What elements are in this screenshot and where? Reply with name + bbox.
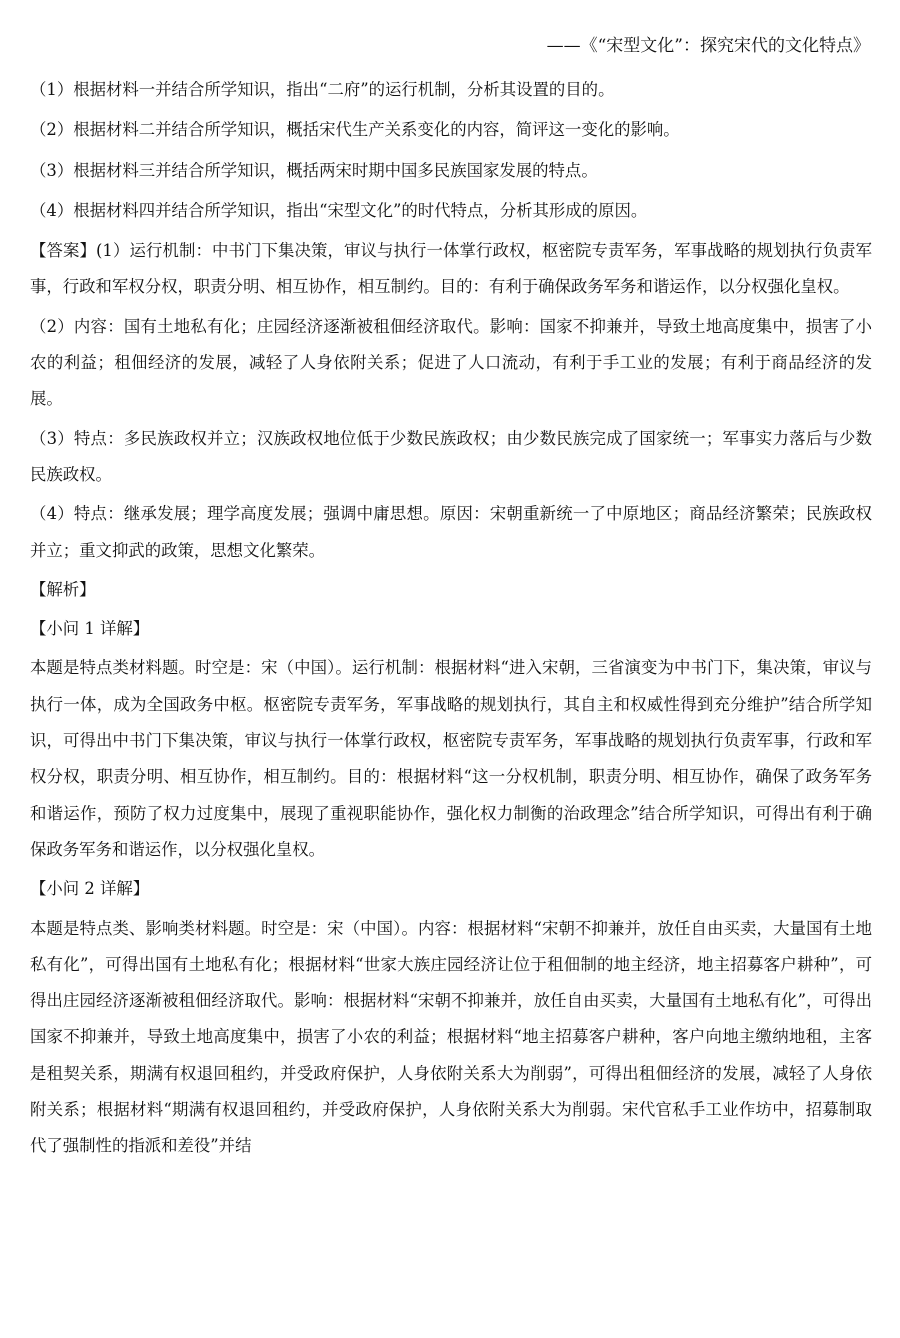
question-3: （3）根据材料三并结合所学知识，概括两宋时期中国多民族国家发展的特点。 [30,160,598,180]
sub-question-2-explanation: 本题是特点类、影响类材料题。时空是：宋（中国）。内容：根据材料“宋朝不抑兼并，放任自由买卖，大量国有土地私有化”，可得出国有土地私有化；根据材料“世家大族庄园经济让位于租佃制的地主经济，地主招募客户耕种”，可得出庄园经济逐渐被租佃经济取代。影响：根据材料“宋朝不抑兼并，放任自由买卖，大量国有土地私有化”，可得出国家不抑兼并，导致土地高度集中，损害了小农的利益；根据材料“地主招募客户耕种，客户向地主缴纳地租，主客是租契关系，期满有权退回租约，并受政府保护，人身依附关系大为削弱”，可得出租佃经济的发展，减轻了人身依附关系；根据材料“期满有权退回租约，并受政府保护，人身依附关系大为削弱。宋代官私手工业作坊中，招募制取代了强制性的指派和差役”并结 [30,918,872,1156]
answer-2: （2）内容：国有土地私有化；庄园经济逐渐被租佃经济取代。影响：国家不抑兼并，导致土地高度集中，损害了小农的利益；租佃经济的发展，减轻了人身依附关系；促进了人口流动，有利于手工业的发展；有利于商品经济的发展。 [30,316,872,409]
answer-3: （3）特点：多民族政权并立；汉族政权地位低于少数民族政权；由少数民族完成了国家统一；军事实力落后与少数民族政权。 [30,428,872,484]
material-source-citation: ——《“宋型文化”：探究宋代的文化特点》 [546,36,870,56]
question-2: （2）根据材料二并结合所学知识，概括宋代生产关系变化的内容，简评这一变化的影响。 [30,120,680,140]
document-body [30,72,872,1168]
analysis-heading: 【解析】 [30,579,96,599]
answer-4: （4）特点：继承发展；理学高度发展；强调中庸思想。原因：宋朝重新统一了中原地区；商品经济繁荣；民族政权并立；重文抑武的政策，思想文化繁荣。 [30,504,872,560]
question-4: （4）根据材料四并结合所学知识，指出“宋型文化”的时代特点，分析其形成的原因。 [30,200,648,220]
sub-question-1-explanation: 本题是特点类材料题。时空是：宋（中国）。运行机制：根据材料“进入宋朝，三省演变为中书门下，集决策，审议与执行一体，成为全国政务中枢。枢密院专责军务，军事战略的规划执行，其自主和权威性得到充分维护”结合所学知识，可得出中书门下集决策，审议与执行一体掌行政权，枢密院专责军务，军事战略的规划执行负责军事，行政和军权分权，职责分明、相互协作，相互制约。目的：根据材料“这一分权机制，职责分明、相互协作，确保了政务军务和谐运作，预防了权力过度集中，展现了重视职能协作，强化权力制衡的治政理念”结合所学知识，可得出有利于确保政务军务和谐运作，以分权强化皇权。 [30,658,872,859]
answer-1: 【答案】(1）运行机制：中书门下集决策，审议与执行一体掌行政权，枢密院专责军务，军事战略的规划执行负责军事，行政和军权分权，职责分明、相互协作，相互制约。目的：有利于确保政务军务和谐运作，以分权强化皇权。 [30,241,872,297]
sub-question-1-heading: 【小问 1 详解】 [30,619,150,639]
question-1: （1）根据材料一并结合所学知识，指出“二府”的运行机制，分析其设置的目的。 [30,80,615,99]
sub-question-2-heading: 【小问 2 详解】 [30,879,150,899]
